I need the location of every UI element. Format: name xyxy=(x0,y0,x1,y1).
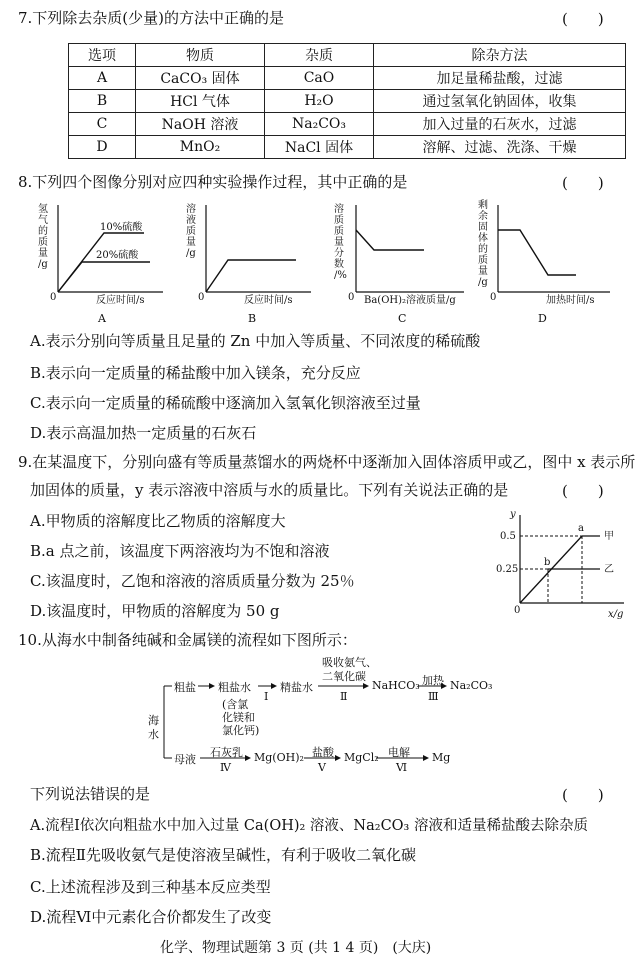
q8-option-d: D.表示高温加热一定质量的石灰石 xyxy=(30,424,257,442)
graph-d-xlabel: 加热时间/s xyxy=(546,295,595,306)
graph-d-ylabel: 剩 余 固 体 的 质 量 /g xyxy=(478,200,488,288)
q8-option-a: A.表示分别向等质量且足量的 Zn 中加入等质量、不同浓度的稀硫酸 xyxy=(30,332,481,350)
table-cell: C xyxy=(69,113,136,136)
table-cell: H₂O xyxy=(265,90,374,113)
graph-b-plot xyxy=(186,200,318,310)
flow-step-4: Ⅳ xyxy=(220,761,231,774)
table-cell: NaCl 固体 xyxy=(265,136,374,159)
q9-option-b: B.a 点之前，该温度下两溶液均为不饱和溶液 xyxy=(30,542,330,560)
q9-graph-origin: 0 xyxy=(514,605,521,616)
graph-a-label2: 20%硫酸 xyxy=(96,250,139,261)
q9-graph-x: x/g xyxy=(608,609,624,620)
flow-sea-2: 水 xyxy=(148,728,159,741)
graph-b-xlabel: 反应时间/s xyxy=(244,295,293,306)
table-cell: B xyxy=(69,90,136,113)
flow-lime: 石灰乳 xyxy=(210,746,243,759)
flow-mother-liquor: 母液 xyxy=(174,753,196,766)
q7-paren: ( ) xyxy=(562,10,604,28)
graph-b xyxy=(186,200,318,330)
q9-option-c: C.该温度时，乙饱和溶液的溶质质量分数为 25％ xyxy=(30,572,355,590)
q9-graph-point-b: b xyxy=(544,557,551,568)
flow-impurity-note: (含氯 化镁和 氯化钙) xyxy=(222,698,260,737)
q9-graph-y: y xyxy=(510,509,516,520)
q9-graph-tick-025: 0.25 xyxy=(496,564,519,575)
graph-a-origin: 0 xyxy=(50,292,57,303)
table-row xyxy=(69,136,626,159)
flow-mgcl2: MgCl₂ xyxy=(344,751,379,764)
graph-b-letter: B xyxy=(248,312,257,325)
graph-d-origin: 0 xyxy=(490,292,497,303)
table-cell: HCl 气体 xyxy=(136,90,265,113)
graph-a-letter: A xyxy=(98,312,106,325)
graph-b-ylabel: 溶 液 质 量 /g xyxy=(186,204,196,259)
q7-table xyxy=(68,43,626,159)
flow-brine: 粗盐水 xyxy=(218,681,251,694)
flow-step-3: Ⅲ xyxy=(428,690,439,703)
graph-c-xlabel: Ba(OH)₂溶液质量/g xyxy=(364,295,456,306)
q8-paren: ( ) xyxy=(562,174,604,192)
graph-c-ylabel: 溶 质 质 量 分 数 /% xyxy=(334,204,347,281)
graph-c-letter: C xyxy=(398,312,407,325)
flow-absorb-1: 吸收氨气、 xyxy=(322,656,377,669)
table-cell: A xyxy=(69,67,136,90)
table-header-row xyxy=(69,44,626,67)
table-cell: D xyxy=(69,136,136,159)
flow-na2co3: Na₂CO₃ xyxy=(450,679,493,692)
flow-step-6: Ⅵ xyxy=(396,761,408,774)
q10-stem: 10.从海水中制备纯碱和金属镁的流程如下图所示： xyxy=(18,631,357,649)
q9-graph-series-jia: 甲 xyxy=(604,531,614,542)
table-header: 杂质 xyxy=(265,44,374,67)
q8-option-b: B.表示向一定质量的稀盐酸中加入镁条，充分反应 xyxy=(30,364,361,382)
flow-step-2: Ⅱ xyxy=(340,690,348,703)
graph-d xyxy=(478,200,618,330)
table-row xyxy=(69,113,626,136)
q9-option-d: D.该温度时，甲物质的溶解度为 50 g xyxy=(30,602,280,620)
table-cell: NaOH 溶液 xyxy=(136,113,265,136)
table-row xyxy=(69,67,626,90)
table-header: 除杂方法 xyxy=(374,44,626,67)
q9-paren: ( ) xyxy=(562,482,604,500)
table-cell: 加足量稀盐酸，过滤 xyxy=(374,67,626,90)
q10-option-c: C.上述流程涉及到三种基本反应类型 xyxy=(30,878,271,896)
q8-stem: 8.下列四个图像分别对应四种实验操作过程，其中正确的是 xyxy=(18,173,408,191)
graph-a-xlabel: 反应时间/s xyxy=(96,295,145,306)
q10-option-b: B.流程Ⅱ先吸收氨气是使溶液呈碱性，有利于吸收二氧化碳 xyxy=(30,846,416,864)
table-cell: 加入过量的石灰水，过滤 xyxy=(374,113,626,136)
graph-c-origin: 0 xyxy=(348,292,355,303)
q10-option-a: A.流程Ⅰ依次向粗盐水中加入过量 Ca(OH)₂ 溶液、Na₂CO₃ 溶液和适量稀盐酸去除杂质 xyxy=(30,818,588,834)
q9-graph-tick-05: 0.5 xyxy=(500,531,516,542)
table-cell: Na₂CO₃ xyxy=(265,113,374,136)
table-cell: CaO xyxy=(265,67,374,90)
table-cell: 通过氢氧化钠固体，收集 xyxy=(374,90,626,113)
q10-option-d: D.流程Ⅵ中元素化合价都发生了改变 xyxy=(30,908,272,926)
flow-step-1: Ⅰ xyxy=(264,690,269,703)
flow-mg: Mg xyxy=(432,751,451,764)
q9-graph-point-a: a xyxy=(578,523,584,534)
table-header: 选项 xyxy=(69,44,136,67)
graph-a-label1: 10%硫酸 xyxy=(100,222,143,233)
q7-stem: 7.下列除去杂质(少量)的方法中正确的是 xyxy=(18,9,285,27)
graph-b-origin: 0 xyxy=(198,292,205,303)
graph-d-letter: D xyxy=(538,312,547,325)
q10-paren: ( ) xyxy=(562,786,604,804)
graph-d-plot xyxy=(478,200,618,310)
flow-electrolysis: 电解 xyxy=(388,746,410,759)
page-footer: 化学、物理试题第 3 页 (共 1 4 页) (大庆) xyxy=(160,940,432,956)
table-header: 物质 xyxy=(136,44,265,67)
table-row xyxy=(69,90,626,113)
flow-sea-1: 海 xyxy=(148,714,159,727)
flow-crude-salt: 粗盐 xyxy=(174,681,196,694)
graph-a xyxy=(38,200,170,330)
q9-stem-line2: 加固体的质量，y 表示溶液中溶质与水的质量比。下列有关说法正确的是 xyxy=(30,481,509,499)
q9-graph-series-yi: 乙 xyxy=(604,564,614,575)
q8-option-c: C.表示向一定质量的稀硫酸中逐滴加入氢氧化钡溶液至过量 xyxy=(30,394,421,412)
q9-option-a: A.甲物质的溶解度比乙物质的溶解度大 xyxy=(30,512,286,530)
table-cell: 溶解、过滤、洗涤、干燥 xyxy=(374,136,626,159)
q10-sub-stem: 下列说法错误的是 xyxy=(30,785,151,803)
flow-heat: 加热 xyxy=(422,674,444,687)
flow-step-5: Ⅴ xyxy=(318,761,326,774)
graph-c-plot xyxy=(334,200,474,310)
flow-hcl: 盐酸 xyxy=(312,746,334,759)
flow-refined-brine: 精盐水 xyxy=(280,681,313,694)
q9-graph xyxy=(496,505,632,623)
table-cell: MnO₂ xyxy=(136,136,265,159)
flow-absorb-2: 二氧化碳 xyxy=(322,670,366,683)
q10-flowchart xyxy=(140,654,500,774)
q9-stem-line1: 9.在某温度下，分别向盛有等质量蒸馏水的两烧杯中逐渐加入固体溶质甲或乙，图中 x 表示所 xyxy=(18,453,636,471)
flow-nahco3: NaHCO₃ xyxy=(372,679,420,692)
table-cell: CaCO₃ 固体 xyxy=(136,67,265,90)
graph-a-ylabel: 氢 气 的 质 量 /g xyxy=(38,204,48,270)
graph-c xyxy=(334,200,474,330)
flow-mgoh2: Mg(OH)₂ xyxy=(254,751,304,764)
